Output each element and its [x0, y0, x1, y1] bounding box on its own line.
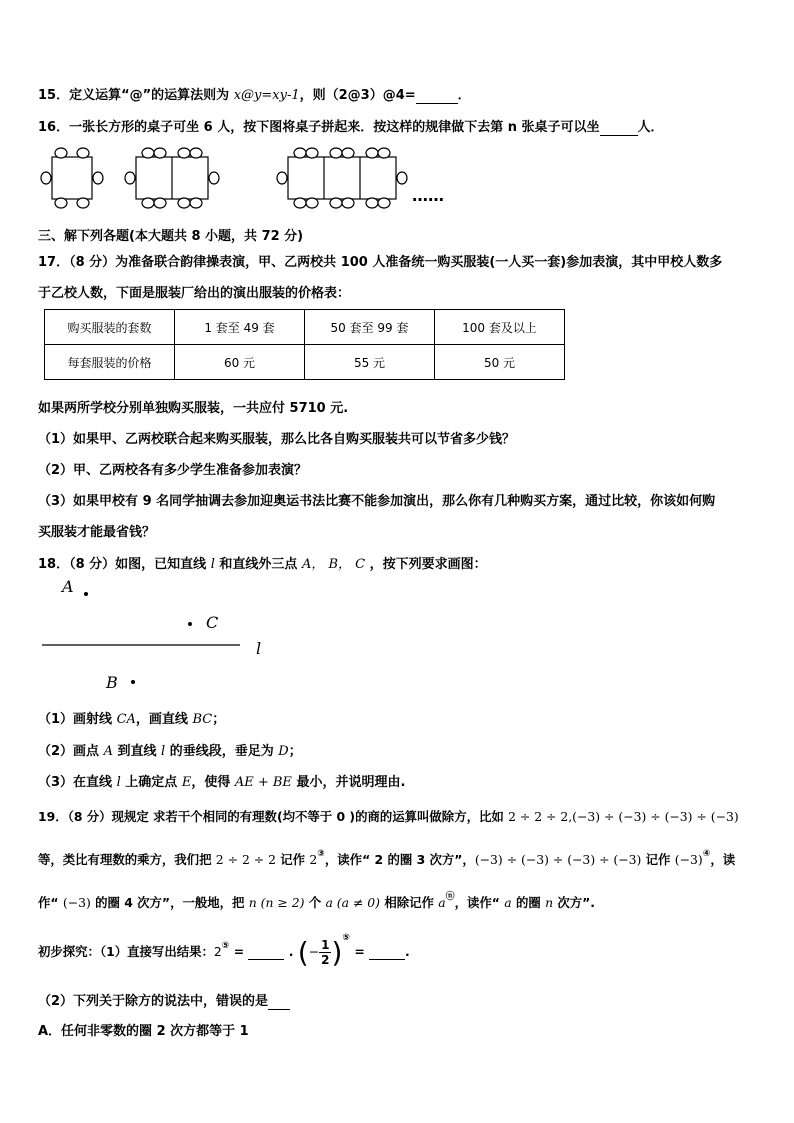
question-text: 上确定点 — [120, 775, 182, 790]
math-expression: 2 ÷ 2 ÷ 2 — [215, 852, 276, 867]
question-19-line3 — [38, 889, 595, 911]
question-text: 作“ — [38, 895, 63, 910]
question-text: 个 — [304, 895, 326, 910]
question-18 — [38, 553, 487, 572]
question-text: . — [284, 944, 298, 959]
question-text: ，读作“ 2 的圈 3 次方”， — [324, 852, 475, 867]
table-cell: 每套服装的价格 — [45, 345, 175, 380]
question-16 — [38, 116, 664, 136]
question-text: 的圈 — [511, 895, 546, 910]
question-text: ； — [212, 712, 226, 727]
superscript: ③ — [317, 849, 325, 859]
question-text: （8 分）现规定 求若干个相同的有理数(均不等于 0 )的商的运算叫做除方，比如 — [67, 809, 509, 824]
question-number: 18． — [38, 557, 70, 572]
answer-blank — [248, 944, 284, 960]
table-row — [45, 310, 565, 345]
table-cell: 55 元 — [305, 345, 435, 380]
question-text: 和直线外三点 — [214, 557, 302, 572]
math-expression: n (n ≥ 2) — [248, 895, 305, 910]
question-text: （2）下列关于除方的说法中，错误的是 — [38, 994, 269, 1009]
superscript: ⓝ — [445, 892, 455, 902]
question-17-condition: 如果两所学校分别单独购买服装，一共应付 5710 元. — [38, 401, 349, 416]
question-text: ，按下列要求画图： — [365, 557, 487, 572]
question-15 — [38, 84, 471, 104]
question-text: （2）画点 — [38, 744, 104, 759]
math-symbol: E — [181, 775, 192, 790]
math-symbol: A， B， C — [301, 557, 366, 572]
question-text: ； — [288, 744, 302, 759]
point-label-b: B — [106, 673, 118, 692]
question-18-sub1 — [38, 708, 225, 727]
math-expression: a — [438, 895, 446, 910]
answer-blank — [369, 944, 405, 960]
math-operator: = — [350, 944, 370, 959]
point-c — [188, 622, 192, 626]
table-cell: 购买服装的套数 — [45, 310, 175, 345]
question-17-sub3a: （3）如果甲校有 9 名同学抽调去参加迎奥运书法比赛不能参加演出，那么你有几种购买方案，通过比较，你该如何购 — [38, 494, 716, 509]
math-expression: x@y=xy-1 — [233, 88, 300, 103]
math-symbol: l — [210, 557, 215, 572]
math-symbol: l — [116, 775, 121, 790]
question-text: ，则（2@3）@4= — [299, 88, 416, 103]
question-text: （8 分）为准备联合韵律操表演，甲、乙两校共 100 人准备统一购买服装(一人买一套)参加表演，其中甲校人数多 — [69, 255, 723, 270]
question-text: 初步探究：（1）直接写出结果： — [38, 944, 214, 959]
question-number: 19． — [38, 809, 68, 824]
fraction-numerator: 1 — [321, 938, 330, 952]
line-label-l: l — [256, 639, 262, 658]
question-text: 记作 — [275, 852, 310, 867]
fraction-denominator: 2 — [321, 953, 330, 967]
question-text: . — [405, 944, 410, 959]
math-symbol: A — [103, 744, 113, 759]
table-cell: 50 套至 99 套 — [305, 310, 435, 345]
question-17-sub1: （1）如果甲、乙两校联合起来购买服装，那么比各自购买服装共可以节省多少钱？ — [38, 432, 516, 447]
question-text: 记作 — [641, 852, 675, 867]
math-expression: (−3) — [674, 852, 703, 867]
question-text: 相除记作 — [380, 895, 439, 910]
question-18-sub3 — [38, 771, 405, 790]
continuation-dots: …… — [412, 186, 444, 205]
question-17-line2: 于乙校人数，下面是服装厂给出的演出服装的价格表： — [38, 286, 351, 301]
question-text: 定义运算“@”的运算法则为 — [69, 88, 234, 103]
table-cell: 60 元 — [175, 345, 305, 380]
math-expression: a (a ≠ 0) — [325, 895, 381, 910]
question-17-line1 — [38, 251, 722, 270]
question-text: 的圈 4 次方”，一般地，把 — [90, 895, 249, 910]
question-text: （3）在直线 — [38, 775, 117, 790]
math-operator: − — [308, 944, 320, 959]
section-heading: 三、解下列各题(本大题共 8 小题，共 72 分) — [38, 229, 304, 244]
superscript: ⑤ — [342, 933, 351, 943]
question-text: 的垂线段，垂足为 — [165, 744, 279, 759]
question-text: ． — [457, 88, 471, 103]
question-19-line2 — [38, 849, 735, 868]
question-17-sub2: （2）甲、乙两校各有多少学生准备参加表演？ — [38, 463, 308, 478]
question-text: 一张长方形的桌子可坐 6 人，按下图将桌子拼起来．按这样的规律做下去第 n 张桌子可以坐 — [69, 120, 600, 135]
question-number: 17． — [38, 255, 70, 270]
question-number: 16． — [38, 120, 70, 135]
table-cell: 1 套至 49 套 — [175, 310, 305, 345]
fraction — [319, 938, 331, 967]
line-points-figure — [36, 573, 286, 698]
answer-blank — [600, 120, 638, 136]
question-text: （1）画射线 — [38, 712, 117, 727]
question-text: （8 分）如图，已知直线 — [69, 557, 211, 572]
point-b — [131, 680, 135, 684]
answer-blank — [268, 994, 290, 1010]
superscript: ④ — [702, 849, 711, 859]
question-text: ，使得 — [191, 775, 235, 790]
math-symbol: D — [278, 744, 289, 759]
question-18-sub2 — [38, 740, 302, 759]
math-expression: AE + BE — [234, 775, 292, 790]
math-expression: 2 — [213, 944, 222, 959]
question-text: 次方”. — [553, 895, 596, 910]
math-expression: (−3) ÷ (−3) ÷ (−3) ÷ (−3) — [474, 852, 642, 867]
option-a: A．任何非零数的圈 2 次方都等于 1 — [38, 1024, 249, 1039]
question-text: 到直线 — [112, 744, 162, 759]
question-19-line1 — [38, 807, 739, 825]
question-19-explore: 初步探究：（1）直接写出结果：2⑤ = . (− $\frac{1}{2}$ )⑤ = . — [38, 933, 410, 969]
question-number: 15． — [38, 88, 70, 103]
math-expression: (−3) — [62, 895, 91, 910]
price-table — [44, 309, 565, 380]
question-text: 人． — [637, 120, 664, 135]
question-text: 等，类比有理数的乘方，我们把 — [38, 852, 216, 867]
point-label-a: A — [62, 577, 74, 596]
question-text: ，读作“ — [454, 895, 505, 910]
question-text: ，画直线 — [135, 712, 193, 727]
table-arrangement-figure — [36, 143, 456, 215]
point-label-c: C — [206, 613, 219, 632]
math-expression: 2 ÷ 2 ÷ 2,(−3) ÷ (−3) ÷ (−3) ÷ (−3) — [508, 809, 739, 824]
table-row — [45, 345, 565, 380]
math-symbol: BC — [192, 712, 213, 727]
math-expression: 2 — [309, 852, 318, 867]
question-text: 最小，并说明理由. — [291, 775, 406, 790]
question-17-sub3b: 买服装才能最省钱？ — [38, 525, 156, 540]
answer-blank — [416, 88, 458, 104]
point-a — [84, 592, 88, 596]
math-symbol: CA — [116, 712, 136, 727]
question-19-sub2 — [38, 990, 290, 1010]
question-text: ，读 — [710, 852, 736, 867]
math-symbol: n — [545, 895, 554, 910]
math-operator: = — [229, 944, 249, 959]
superscript: ⑤ — [221, 941, 230, 951]
table-cell: 50 元 — [435, 345, 565, 380]
math-symbol: l — [161, 744, 166, 759]
table-cell: 100 套及以上 — [435, 310, 565, 345]
math-symbol: a — [504, 895, 512, 910]
